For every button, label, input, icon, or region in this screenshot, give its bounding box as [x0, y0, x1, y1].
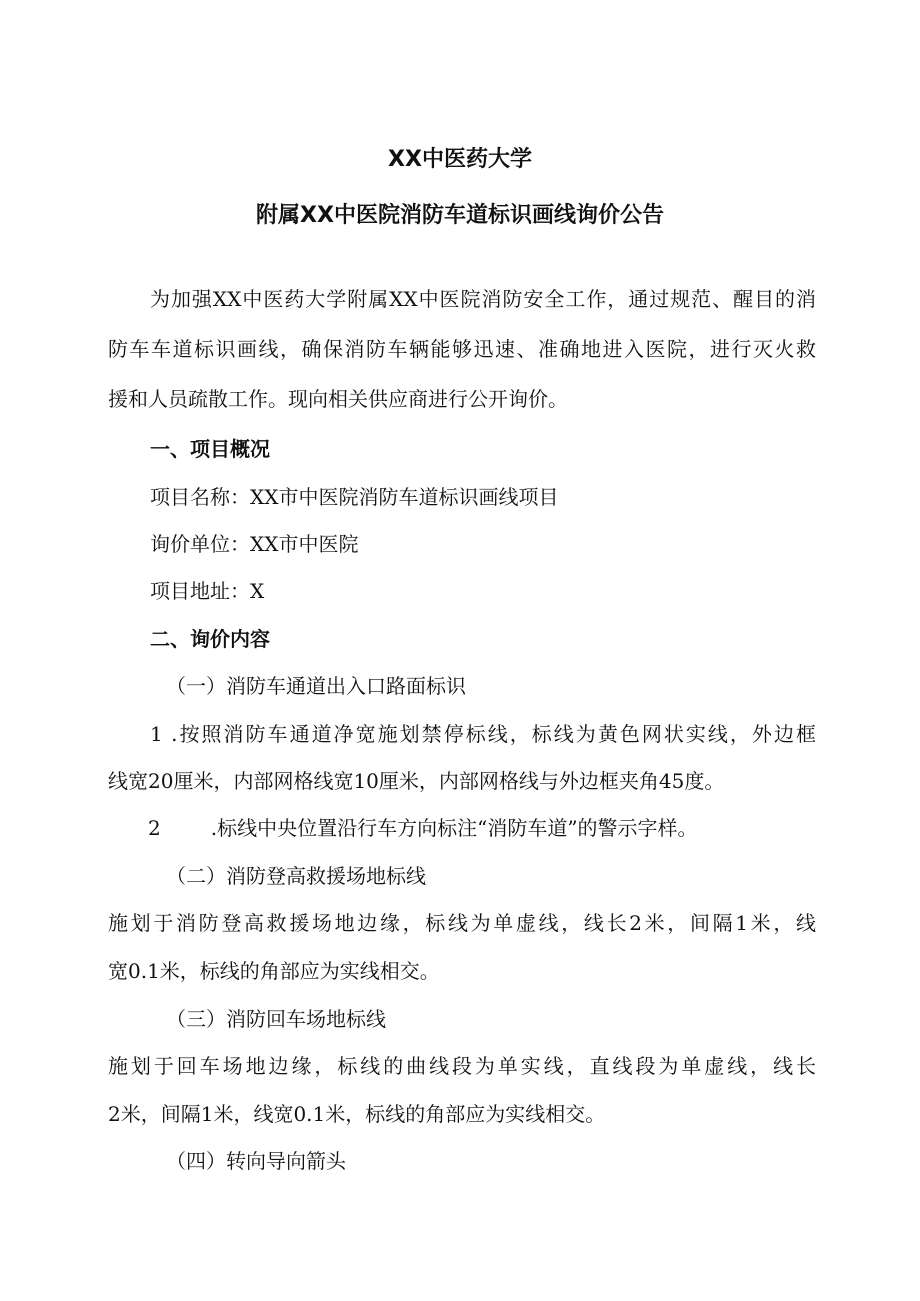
sub3-line-2: 2米，间隔1米，线宽0.1米，标线的角部应为实线相交。 — [108, 1102, 606, 1126]
project-address: 项目地址：X — [150, 579, 265, 603]
intro-line-3: 援和人员疏散工作。现向相关供应商进行公开询价。 — [108, 387, 568, 411]
subsection-heading-3: （三）消防回车场地标线 — [166, 1007, 386, 1031]
title-line-1: XX中医药大学 — [388, 147, 532, 172]
section-heading-overview: 一、项目概况 — [150, 437, 270, 461]
project-name: 项目名称：XX市中医院消防车道标识画线项目 — [150, 485, 559, 509]
sub2-line-2: 宽0.1米，标线的角部应为实线相交。 — [108, 959, 440, 983]
intro-line-1: 为加强XX中医药大学附属XX中医院消防安全工作，通过规范、醒目的消 — [150, 287, 816, 311]
item-2-number: 2 — [148, 816, 161, 840]
item-2 — [148, 805, 856, 852]
inquiry-unit: 询价单位：XX市中医院 — [150, 532, 359, 556]
sub2-line-1: 施划于消防登高救援场地边缘，标线为单虚线，线长2米，间隔1米，线 — [108, 911, 816, 935]
intro-line-2: 防车车道标识画线，确保消防车辆能够迅速、准确地进入医院，进行灭火救 — [108, 337, 816, 361]
item-1-line-2: 线宽20厘米，内部网格线宽10厘米，内部网格线与外边框夹角45度。 — [108, 769, 725, 793]
subsection-heading-2: （二）消防登高救援场地标线 — [166, 864, 426, 888]
sub3-line-1: 施划于回车场地边缘，标线的曲线段为单实线，直线段为单虚线，线长 — [108, 1054, 816, 1078]
title-line-2: 附属XX中医院消防车道标识画线询价公告 — [256, 203, 664, 228]
subsection-heading-1: （一）消防车通道出入口路面标识 — [166, 674, 466, 698]
section-heading-content: 二、询价内容 — [150, 627, 270, 651]
item-2-text: .标线中央位置沿行车方向标注“消防车道”的警示字样。 — [210, 816, 698, 840]
subsection-heading-4: （四）转向导向箭头 — [166, 1149, 346, 1173]
item-1-line-1: 1 .按照消防车通道净宽施划禁停标线，标线为黄色网状实线，外边框 — [150, 722, 816, 746]
